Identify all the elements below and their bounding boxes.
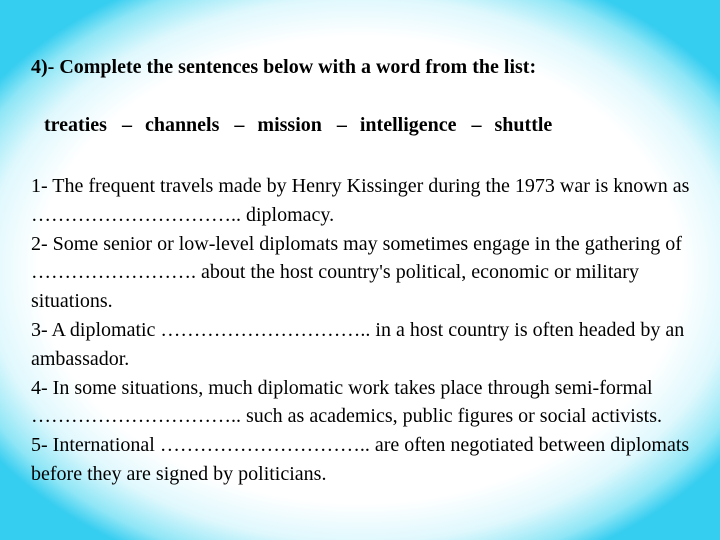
sentence-3: 3- A diplomatic ………………………….. in a host country is often headed by an ambassador. bbox=[31, 318, 685, 370]
exercise-heading: 4)- Complete the sentences below with a word from the list: bbox=[31, 56, 537, 78]
word-treaties: treaties bbox=[44, 114, 107, 136]
word-list bbox=[44, 114, 684, 137]
word-separator: – bbox=[336, 114, 347, 136]
word-channels: channels bbox=[144, 114, 220, 136]
word-separator: – bbox=[234, 114, 245, 136]
word-shuttle: shuttle bbox=[494, 114, 553, 136]
sentence-4: 4- In some situations, much diplomatic work takes place through semi-formal ………………………….. such as academics, public figures or social activists. bbox=[31, 376, 662, 428]
sentence-2: 2- Some senior or low-level diplomats may sometimes engage in the gathering of ……………………. about the host country's political, economic or military situations. bbox=[31, 232, 682, 313]
sentence-list bbox=[31, 172, 720, 489]
sentence-5: 5- International ………………………….. are often negotiated between diplomats before they are signed by politicians. bbox=[31, 434, 690, 485]
word-separator: – bbox=[121, 114, 132, 136]
word-intelligence: intelligence bbox=[359, 114, 457, 136]
word-separator: – bbox=[471, 114, 482, 136]
word-mission: mission bbox=[257, 114, 322, 136]
sentence-1: 1- The frequent travels made by Henry Kissinger during the 1973 war is known as ………………………….. diplomacy. bbox=[31, 175, 690, 226]
